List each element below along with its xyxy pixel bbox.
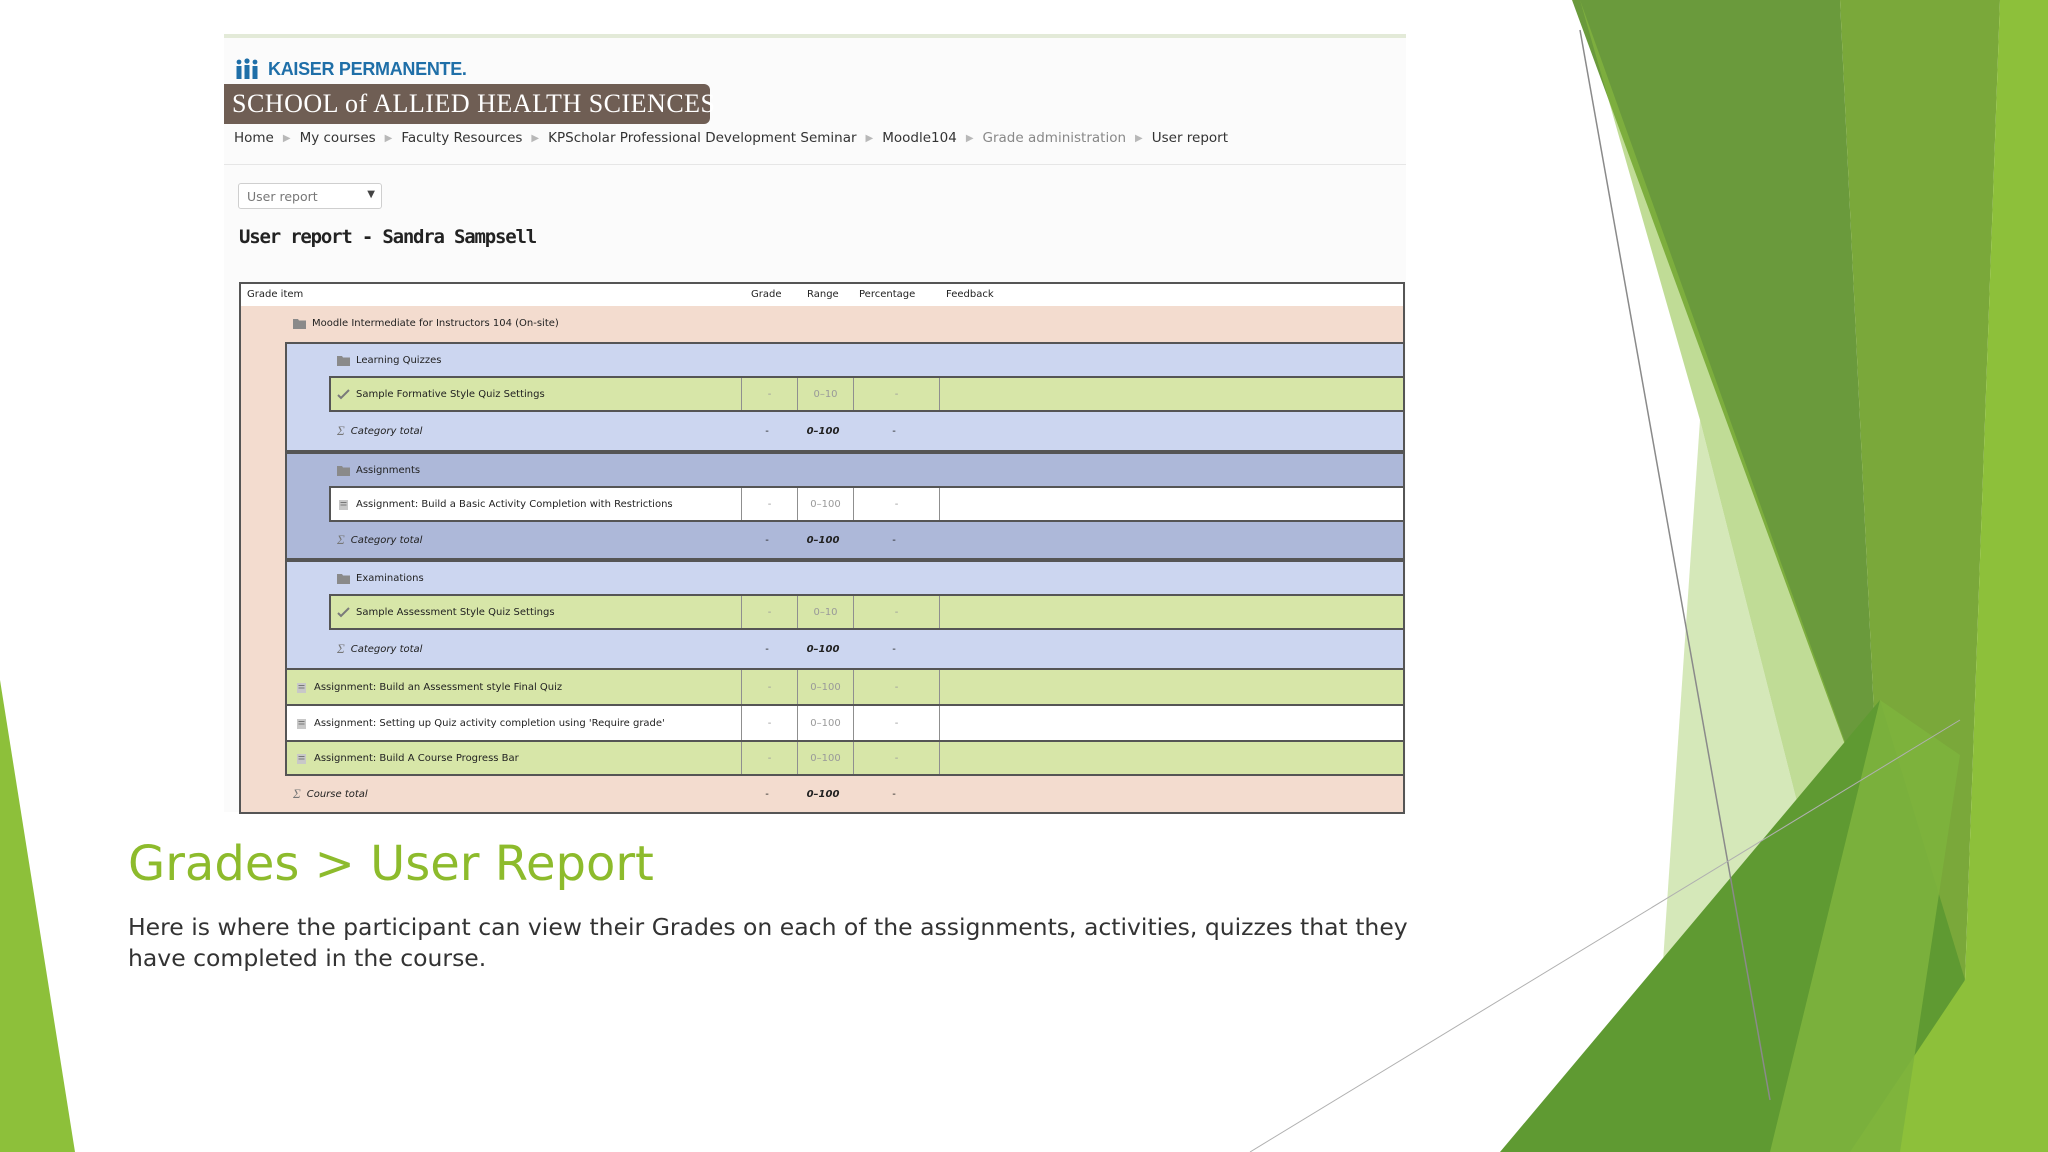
table-row: [287, 344, 1403, 376]
breadcrumb-separator-icon: ▶: [865, 132, 874, 144]
feedback-cell: [939, 742, 1403, 774]
range-cell: 0–100: [797, 742, 853, 774]
table-row: [329, 630, 1403, 668]
feedback-cell: [939, 596, 1403, 628]
table-row: [241, 306, 1403, 340]
range-cell: 0–10: [797, 596, 853, 628]
table-row: [329, 412, 1403, 450]
slide-heading: Grades > User Report: [128, 836, 654, 892]
grade-cell: -: [741, 596, 797, 628]
calculator-sigma-icon: Σ: [337, 641, 345, 656]
breadcrumb-separator-icon: ▶: [384, 132, 393, 144]
row-label: Course total: [306, 788, 368, 800]
percentage-cell: -: [892, 534, 896, 546]
percentage-cell: -: [853, 488, 939, 520]
grade-cell: -: [765, 534, 769, 546]
breadcrumb-home[interactable]: Home: [234, 130, 274, 146]
breadcrumb-separator-icon: ▶: [282, 132, 291, 144]
breadcrumb-separator-icon: ▶: [531, 132, 540, 144]
breadcrumb: [234, 130, 1228, 146]
breadcrumb-separator-icon: ▶: [965, 132, 974, 144]
percentage-cell: -: [853, 706, 939, 740]
company-name: KAISER PERMANENTE.: [268, 58, 467, 79]
dropdown-caret-icon: ▼: [367, 189, 375, 200]
report-type-value: User report: [247, 189, 318, 204]
assignment-icon: [295, 753, 308, 764]
assignment-icon: [295, 682, 308, 693]
row-label: Category total: [350, 534, 423, 546]
kaiser-people-icon: [234, 58, 260, 80]
grade-cell: -: [765, 643, 769, 655]
row-label[interactable]: Assignment: Setting up Quiz activity completion using 'Require grade': [314, 717, 665, 729]
table-row: [285, 706, 1403, 742]
column-header-grade-item[interactable]: Grade item: [247, 289, 304, 300]
row-label[interactable]: Sample Assessment Style Quiz Settings: [356, 606, 555, 618]
folder-icon: [293, 318, 306, 329]
folder-icon: [337, 573, 350, 584]
grade-cell: -: [741, 706, 797, 740]
row-label: Moodle Intermediate for Instructors 104 (On-site): [312, 317, 559, 329]
feedback-cell: [939, 670, 1403, 704]
percentage-cell: -: [892, 643, 896, 655]
breadcrumb-my-courses[interactable]: My courses: [299, 130, 376, 146]
range-cell: 0–100: [797, 706, 853, 740]
row-label[interactable]: Assignment: Build a Basic Activity Completion with Restrictions: [356, 498, 673, 510]
column-header-range[interactable]: Range: [807, 289, 839, 300]
assignment-icon: [295, 718, 308, 729]
grade-cell: -: [765, 788, 769, 800]
percentage-cell: -: [853, 742, 939, 774]
row-label: Category total: [350, 643, 423, 655]
report-type-select[interactable]: [238, 183, 382, 209]
range-cell: 0–100: [806, 425, 840, 437]
feedback-cell: [939, 488, 1403, 520]
report-title: User report - Sandra Sampsell: [239, 226, 536, 248]
column-header-feedback[interactable]: Feedback: [946, 289, 994, 300]
breadcrumb-separator-icon: ▶: [1135, 132, 1143, 144]
folder-icon: [337, 355, 350, 366]
column-header-grade[interactable]: Grade: [751, 289, 782, 300]
assignment-icon: [337, 499, 350, 510]
row-label[interactable]: Assignment: Build A Course Progress Bar: [314, 752, 519, 764]
range-cell: 0–100: [806, 643, 840, 655]
range-cell: 0–100: [797, 488, 853, 520]
table-row: [287, 562, 1403, 594]
percentage-cell: -: [892, 788, 896, 800]
calculator-sigma-icon: Σ: [337, 423, 345, 438]
row-label[interactable]: Assignment: Build an Assessment style Final Quiz: [314, 681, 563, 693]
calculator-sigma-icon: Σ: [337, 532, 345, 547]
feedback-cell: [939, 706, 1403, 740]
moodle-screenshot: [224, 34, 1406, 812]
grade-cell: -: [741, 378, 797, 410]
table-row: [329, 522, 1403, 558]
percentage-cell: -: [853, 670, 939, 704]
grade-cell: -: [741, 488, 797, 520]
range-cell: 0–10: [797, 378, 853, 410]
percentage-cell: -: [853, 596, 939, 628]
breadcrumb-faculty-resources[interactable]: Faculty Resources: [401, 130, 523, 146]
breadcrumb-grade-administration[interactable]: Grade administration: [982, 130, 1127, 146]
range-cell: 0–100: [806, 534, 840, 546]
table-row: [285, 670, 1403, 706]
table-row: [329, 594, 1403, 630]
table-row: [329, 376, 1403, 412]
table-row: [285, 776, 1403, 812]
calculator-sigma-icon: Σ: [293, 786, 301, 801]
row-label[interactable]: Sample Formative Style Quiz Settings: [356, 388, 545, 400]
breadcrumb-seminar[interactable]: KPScholar Professional Development Seminar: [548, 130, 857, 146]
column-header-percentage[interactable]: Percentage: [859, 289, 916, 300]
slide-body-text: Here is where the participant can view their Grades on each of the assignments, activities, quizzes that they have completed in the course.: [128, 913, 1408, 972]
grade-cell: -: [741, 742, 797, 774]
range-cell: 0–100: [806, 788, 840, 800]
school-logo: [224, 50, 716, 134]
table-header: [241, 284, 1403, 308]
row-label: Category total: [350, 425, 423, 437]
quiz-check-icon: [337, 607, 350, 618]
school-name: SCHOOL of ALLIED HEALTH SCIENCES: [232, 89, 716, 118]
table-row: [287, 454, 1403, 486]
breadcrumb-user-report: User report: [1151, 130, 1229, 146]
row-label: Examinations: [356, 572, 424, 584]
percentage-cell: -: [892, 425, 896, 437]
grade-cell: -: [741, 670, 797, 704]
quiz-check-icon: [337, 389, 350, 400]
grade-cell: -: [765, 425, 769, 437]
percentage-cell: -: [853, 378, 939, 410]
folder-icon: [337, 465, 350, 476]
deco-left-green: [0, 680, 75, 1152]
table-row: [285, 742, 1403, 776]
breadcrumb-moodle104[interactable]: Moodle104: [882, 130, 957, 146]
feedback-cell: [939, 378, 1403, 410]
grades-table: [239, 282, 1405, 814]
header-divider: [224, 164, 1406, 165]
range-cell: 0–100: [797, 670, 853, 704]
table-row: [329, 486, 1403, 522]
row-label: Learning Quizzes: [356, 354, 442, 366]
row-label: Assignments: [356, 464, 421, 476]
